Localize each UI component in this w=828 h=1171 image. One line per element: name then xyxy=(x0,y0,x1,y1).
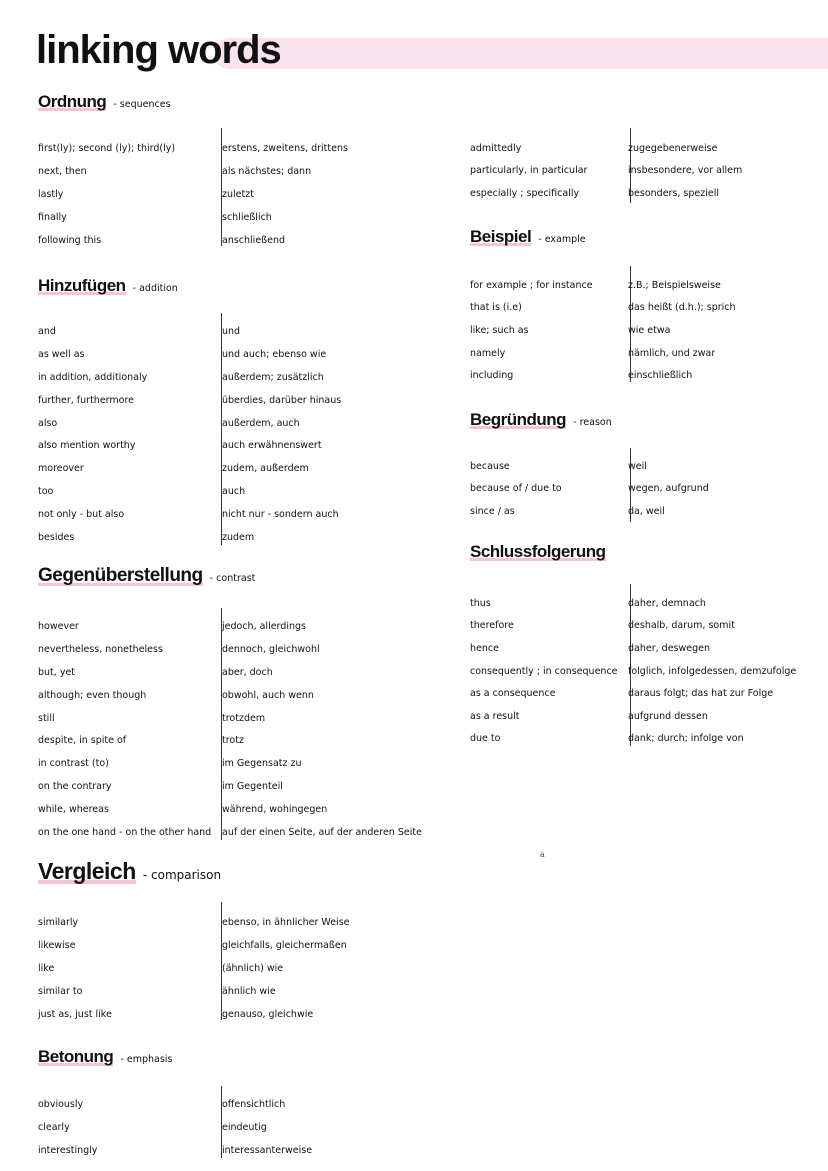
word-pair-row xyxy=(38,160,348,183)
section-heading-vergleich xyxy=(38,860,221,883)
german-term: daher, deswegen xyxy=(628,642,710,654)
heading-text: Beispiel xyxy=(470,227,532,246)
english-term: although; even though xyxy=(38,689,147,701)
german-term: jedoch, allerdings xyxy=(222,620,306,632)
word-pair-row xyxy=(38,911,350,934)
german-term: überdies, darüber hinaus xyxy=(222,394,342,406)
english-term: clearly xyxy=(38,1121,70,1133)
english-term: interestingly xyxy=(38,1144,98,1156)
german-term: dank; durch; infolge von xyxy=(628,733,744,745)
german-term: und auch; ebenso wie xyxy=(222,348,327,360)
word-pair-row xyxy=(470,455,709,478)
english-term: moreover xyxy=(38,463,84,475)
english-term: similarly xyxy=(38,916,79,928)
heading-text: Betonung xyxy=(38,1047,114,1066)
german-term: gleichfalls, gleichermaßen xyxy=(222,939,347,951)
word-pair-row xyxy=(38,366,341,389)
english-term: therefore xyxy=(470,620,514,632)
german-term: einschließlich xyxy=(628,370,693,382)
english-term: however xyxy=(38,620,79,632)
word-pair-row xyxy=(38,1139,312,1162)
german-term: während, wohingegen xyxy=(222,804,328,816)
section-heading-betonung xyxy=(38,1048,172,1065)
english-term: too xyxy=(38,486,54,498)
german-term: da, weil xyxy=(628,505,665,517)
heading-subtitle: - contrast xyxy=(209,573,256,584)
german-term: und xyxy=(222,325,241,337)
word-pair-row xyxy=(470,160,742,183)
heading-subtitle: - emphasis xyxy=(120,1054,173,1065)
english-term: hence xyxy=(470,642,499,654)
german-term: ähnlich wie xyxy=(222,985,276,997)
word-pair-row xyxy=(38,957,350,980)
german-term: anschließend xyxy=(222,234,286,246)
english-term: further, furthermore xyxy=(38,394,135,406)
word-pair-row xyxy=(38,183,348,206)
german-term: daraus folgt; das hat zur Folge xyxy=(628,688,774,700)
heading-text: Hinzufügen xyxy=(38,276,126,295)
german-term: trotz xyxy=(222,735,244,747)
word-pair-row xyxy=(38,615,422,638)
german-term: aber, doch xyxy=(222,666,273,678)
word-pair-row xyxy=(470,342,736,365)
english-term: not only - but also xyxy=(38,509,125,521)
word-list-ordnung xyxy=(38,137,348,251)
german-term: erstens, zweitens, drittens xyxy=(222,142,348,154)
german-term: auf der einen Seite, auf der anderen Seite xyxy=(222,826,422,838)
english-term: despite, in spite of xyxy=(38,735,127,747)
german-term: daher, demnach xyxy=(628,597,706,609)
heading-subtitle: - reason xyxy=(573,417,612,428)
section-heading-gegenueberstellung xyxy=(38,566,255,585)
english-term: as well as xyxy=(38,348,85,360)
word-pair-row xyxy=(470,137,742,160)
word-pair-row xyxy=(38,1093,312,1116)
title-highlight xyxy=(214,38,828,69)
german-term: offensichtlich xyxy=(222,1098,286,1110)
english-term: in contrast (to) xyxy=(38,758,109,770)
word-pair-row xyxy=(470,592,796,615)
heading-text: Begründung xyxy=(470,410,567,429)
german-term: auch xyxy=(222,486,246,498)
german-term: zuletzt xyxy=(222,188,254,200)
german-term: eindeutig xyxy=(222,1121,267,1133)
english-term: just as, just like xyxy=(38,1008,112,1020)
german-term: obwohl, auch wenn xyxy=(222,689,314,701)
english-term: first(ly); second (ly); third(ly) xyxy=(38,142,176,154)
word-list-beispiel xyxy=(470,274,736,387)
english-term: also xyxy=(38,417,58,429)
section-heading-hinzufuegen xyxy=(38,277,178,294)
word-list-schlussfolgerung xyxy=(470,592,796,750)
word-pair-row xyxy=(38,638,422,661)
german-term: im Gegenteil xyxy=(222,781,283,793)
english-term: also mention worthy xyxy=(38,440,136,452)
word-pair-row xyxy=(38,775,422,798)
english-term: and xyxy=(38,325,56,337)
word-list-betonung xyxy=(38,1093,312,1162)
german-term: z.B.; Beispielsweise xyxy=(628,279,721,291)
english-term: still xyxy=(38,712,55,724)
word-pair-row xyxy=(470,364,736,387)
german-term: außerdem, auch xyxy=(222,417,300,429)
german-term: außerdem; zusätzlich xyxy=(222,371,324,383)
german-term: zudem, außerdem xyxy=(222,463,309,475)
german-term: dennoch, gleichwohl xyxy=(222,643,320,655)
english-term: especially ; specifically xyxy=(470,187,580,199)
section-heading-beispiel xyxy=(470,228,586,245)
heading-text: Schlussfolgerung xyxy=(470,542,606,561)
english-term: like xyxy=(38,962,55,974)
english-term: while, whereas xyxy=(38,804,109,816)
page-footnote: a xyxy=(540,850,545,859)
german-term: genauso, gleichwie xyxy=(222,1008,314,1020)
german-term: zugegebenerweise xyxy=(628,142,718,154)
word-pair-row xyxy=(38,661,422,684)
heading-text: Ordnung xyxy=(38,92,107,111)
german-term: ebenso, in ähnlicher Weise xyxy=(222,916,350,928)
word-pair-row xyxy=(38,229,348,252)
word-pair-row xyxy=(38,320,341,343)
word-pair-row xyxy=(38,389,341,412)
german-term: zudem xyxy=(222,531,255,543)
word-pair-row xyxy=(38,526,341,549)
word-pair-row xyxy=(38,1116,312,1139)
heading-subtitle: - comparison xyxy=(142,868,222,882)
english-term: but, yet xyxy=(38,666,76,678)
german-term: schließlich xyxy=(222,211,272,223)
word-pair-row xyxy=(470,297,736,320)
german-term: nicht nur - sondern auch xyxy=(222,509,339,521)
english-term: likewise xyxy=(38,939,76,951)
word-pair-row xyxy=(470,705,796,728)
english-term: thus xyxy=(470,597,491,609)
word-pair-row xyxy=(38,934,350,957)
english-term: consequently ; in consequence xyxy=(470,665,618,677)
word-pair-row xyxy=(38,752,422,775)
word-pair-row xyxy=(38,729,422,752)
english-term: on the contrary xyxy=(38,781,112,793)
section-heading-ordnung xyxy=(38,93,171,110)
english-term: admittedly xyxy=(470,142,522,154)
word-pair-row xyxy=(38,343,341,366)
heading-text: Gegenüberstellung xyxy=(38,565,203,586)
german-term: folglich, infolgedessen, demzufolge xyxy=(628,665,797,677)
english-term: for example ; for instance xyxy=(470,279,593,291)
german-term: wegen, aufgrund xyxy=(628,483,709,495)
word-pair-row xyxy=(38,821,422,844)
english-term: as a consequence xyxy=(470,688,556,700)
word-list-begruendung xyxy=(470,455,709,523)
page-title: linking words xyxy=(36,28,281,72)
word-pair-row xyxy=(470,682,796,705)
german-term: insbesondere, vor allem xyxy=(628,165,743,177)
english-term: including xyxy=(470,370,514,382)
english-term: obviously xyxy=(38,1098,84,1110)
english-term: similar to xyxy=(38,985,83,997)
word-list-gegenueberstellung xyxy=(38,615,422,844)
word-pair-row xyxy=(38,434,341,457)
section-heading-begruendung xyxy=(470,411,612,428)
word-pair-row xyxy=(470,478,709,501)
english-term: next, then xyxy=(38,165,87,177)
word-list-vergleich xyxy=(38,911,350,1025)
word-pair-row xyxy=(38,480,341,503)
english-term: that is (i.e) xyxy=(470,302,522,314)
german-term: aufgrund dessen xyxy=(628,710,708,722)
english-term: following this xyxy=(38,234,102,246)
english-term: like; such as xyxy=(470,324,529,336)
german-term: besonders, speziell xyxy=(628,187,720,199)
german-term: auch erwähnenswert xyxy=(222,440,322,452)
german-term: (ähnlich) wie xyxy=(222,962,284,974)
word-pair-row xyxy=(470,660,796,683)
english-term: on the one hand - on the other hand xyxy=(38,826,212,838)
english-term: because xyxy=(470,460,510,472)
heading-text: Vergleich xyxy=(38,858,136,884)
word-pair-row xyxy=(38,412,341,435)
english-term: finally xyxy=(38,211,67,223)
heading-subtitle: - addition xyxy=(132,283,178,294)
word-pair-row xyxy=(470,615,796,638)
english-term: in addition, additionaly xyxy=(38,371,148,383)
word-pair-row xyxy=(470,274,736,297)
english-term: besides xyxy=(38,531,75,543)
german-term: das heißt (d.h.); sprich xyxy=(628,302,736,314)
english-term: namely xyxy=(470,347,506,359)
german-term: im Gegensatz zu xyxy=(222,758,302,770)
english-term: as a result xyxy=(470,710,520,722)
word-pair-row xyxy=(38,503,341,526)
heading-subtitle: - sequences xyxy=(113,99,171,110)
section-heading-schlussfolgerung xyxy=(470,543,606,560)
german-term: wie etwa xyxy=(628,324,671,336)
english-term: lastly xyxy=(38,188,64,200)
word-pair-row xyxy=(38,684,422,707)
english-term: particularly, in particular xyxy=(470,165,588,177)
german-term: nämlich, und zwar xyxy=(628,347,716,359)
word-pair-row xyxy=(470,637,796,660)
word-pair-row xyxy=(470,182,742,205)
word-pair-row xyxy=(38,1003,350,1026)
word-pair-row xyxy=(38,206,348,229)
english-term: due to xyxy=(470,733,501,745)
word-list-hinzufuegen xyxy=(38,320,341,549)
german-term: weil xyxy=(628,460,647,472)
english-term: nevertheless, nonetheless xyxy=(38,643,163,655)
german-term: deshalb, darum, somit xyxy=(628,620,735,632)
word-pair-row xyxy=(470,728,796,751)
english-term: since / as xyxy=(470,505,515,517)
word-pair-row xyxy=(38,707,422,730)
word-pair-row xyxy=(38,457,341,480)
word-pair-row xyxy=(38,980,350,1003)
german-term: trotzdem xyxy=(222,712,266,724)
word-list-betonung-continued xyxy=(470,137,742,205)
german-term: interessanterweise xyxy=(222,1144,313,1156)
word-pair-row xyxy=(470,319,736,342)
heading-subtitle: - example xyxy=(538,234,586,245)
word-pair-row xyxy=(38,137,348,160)
word-pair-row xyxy=(470,500,709,523)
english-term: because of / due to xyxy=(470,483,562,495)
german-term: als nächstes; dann xyxy=(222,165,312,177)
word-pair-row xyxy=(38,798,422,821)
